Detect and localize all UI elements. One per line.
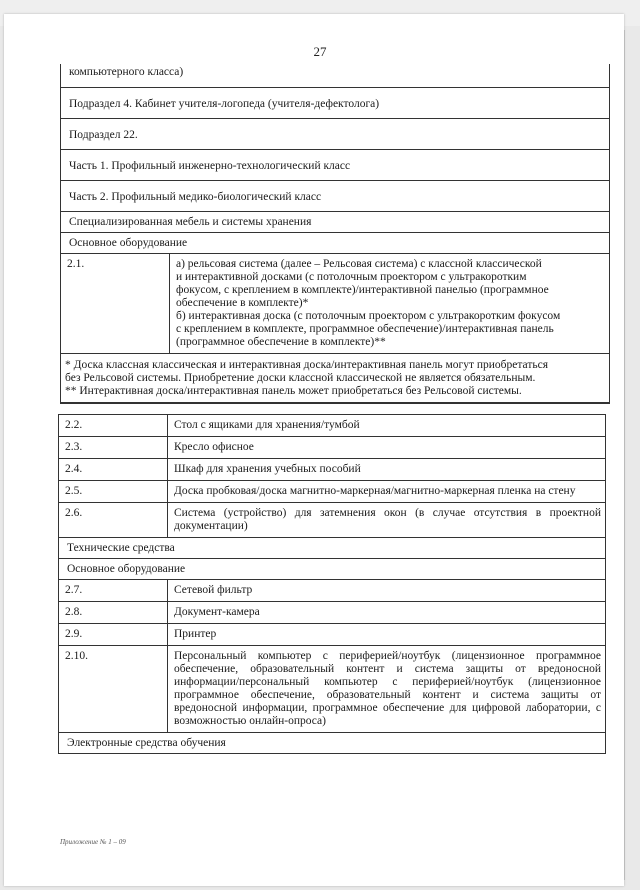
table-row-item [59, 602, 605, 624]
table-row-item [59, 646, 605, 733]
table-row-item [59, 481, 605, 503]
scan-artifact-line [624, 30, 625, 880]
item-description: Персональный компьютер с периферией/ноутбук (лицензионное программное обеспечение, образовательный контент и система защиты от вредоносной информации/персональный компьютер с периферией/ноутбук (лицензионное программное обеспечение, образовательный контент и система защиты от вредоносной информации, программное обеспечение для цифровой лаборатории, с возможностью онлайн-опроса) [167, 646, 605, 732]
table-row-item [59, 437, 605, 459]
table-row-technical-heading: Технические средства [59, 538, 605, 559]
table-row-item [59, 503, 605, 538]
item-description: Сетевой фильтр [167, 580, 605, 601]
equipment-table-top [60, 64, 610, 404]
item-description: Принтер [167, 624, 605, 645]
page-footer: Приложение № 1 – 09 [60, 838, 126, 846]
table-row-item-2-1 [61, 254, 609, 354]
item-description: Доска пробковая/доска магнитно-маркерная/магнитно-маркерная пленка на стену [167, 481, 605, 502]
item-number: 2.8. [65, 606, 83, 618]
item-number: 2.10. [65, 650, 88, 662]
item-number: 2.9. [65, 628, 83, 640]
equipment-table-bottom [58, 414, 606, 754]
description-line: обеспечение в комплекте)* [176, 297, 309, 309]
description-line: и интерактивной досками (с потолочным проектором с ультракоротким [176, 271, 527, 283]
description-line: а) рельсовая система (далее – Рельсовая система) с классной классической [176, 258, 542, 270]
item-description: Кресло офисное [167, 437, 605, 458]
table-row-part-2: Часть 2. Профильный медико-биологический класс [61, 181, 609, 212]
table-row-item [59, 624, 605, 646]
footnote-line: * Доска классная классическая и интерактивная доска/интерактивная панель могут приобретаться [65, 359, 548, 371]
item-number: 2.7. [65, 584, 83, 596]
item-number: 2.3. [65, 441, 83, 453]
table-footnotes [61, 354, 609, 403]
item-description: Стол с ящиками для хранения/тумбой [167, 415, 605, 436]
table-row-continuation: компьютерного класса) [69, 66, 184, 78]
item-number: 2.1. [67, 258, 85, 270]
description-line: фокусом, с креплением в комплекте)/интерактивной панелью (программное [176, 284, 549, 296]
footnote-line: без Рельсовой системы. Приобретение доски классной классической не является обязательным. [65, 372, 536, 384]
table-row-electronic-heading: Электронные средства обучения [67, 737, 226, 749]
item-description: Шкаф для хранения учебных пособий [167, 459, 605, 480]
footnote-line: ** Интерактивная доска/интерактивная панель может приобретаться без Рельсовой системы. [65, 385, 522, 397]
item-number: 2.2. [65, 419, 83, 431]
table-row-item [59, 580, 605, 602]
table-row-furniture-heading: Специализированная мебель и системы хранения [61, 212, 609, 233]
table-row-subsection-22: Подраздел 22. [61, 119, 609, 150]
description-line: (программное обеспечение в комплекте)** [176, 336, 386, 348]
item-description [169, 254, 609, 353]
table-row-item [59, 459, 605, 481]
description-line: с креплением в комплекте, программное обеспечение)/интерактивная панель [176, 323, 554, 335]
item-description: Документ-камера [167, 602, 605, 623]
item-description: Система (устройство) для затемнения окон (в случае отсутствия в проектной документации) [167, 503, 605, 537]
description-line: б) интерактивная доска (с потолочным проектором с ультракоротким фокусом [176, 310, 561, 322]
table-row-item [59, 415, 605, 437]
item-number: 2.4. [65, 463, 83, 475]
table-row-basic-equipment-heading: Основное оборудование [61, 233, 609, 254]
table-row-part-1: Часть 1. Профильный инженерно-технологический класс [61, 150, 609, 181]
page-number: 27 [313, 44, 327, 59]
item-number: 2.5. [65, 485, 83, 497]
table-row-subsection-4: Подраздел 4. Кабинет учителя-логопеда (учителя-дефектолога) [61, 87, 609, 119]
item-number: 2.6. [65, 507, 83, 519]
table-row-basic-equipment-heading: Основное оборудование [59, 559, 605, 580]
